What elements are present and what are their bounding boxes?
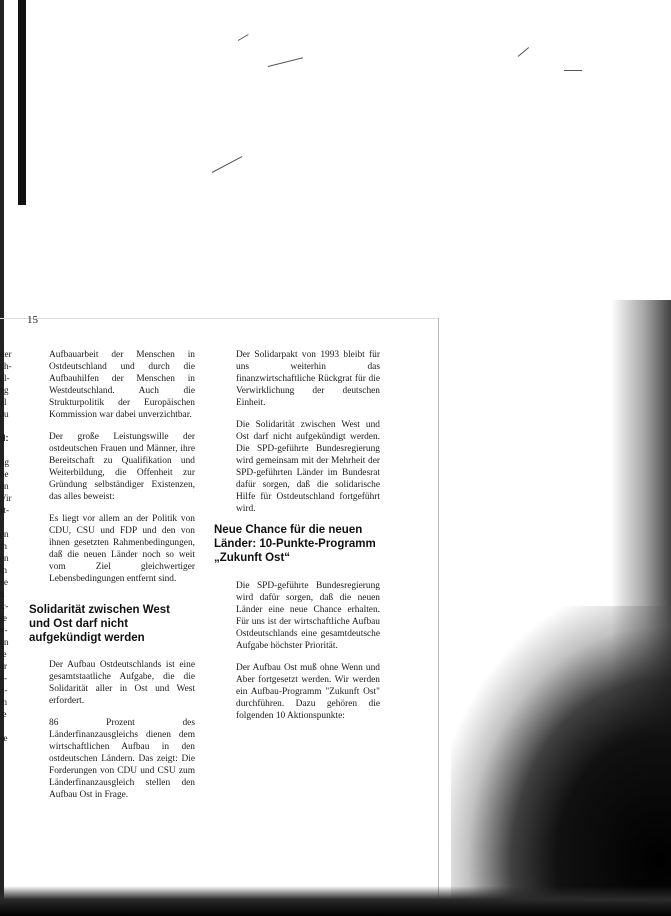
fragment-line <box>0 420 12 432</box>
fragment-line: en <box>0 553 9 563</box>
fragment-line <box>0 720 12 732</box>
fragment-line: v- <box>0 625 8 635</box>
fragment-line: eg <box>0 385 9 395</box>
fragment-line <box>0 444 12 456</box>
paragraph: Die Solidarität zwischen West und Ost darf nicht aufgekündigt werden. Die SPD-geführte Bundesregierung wird gemeinsam mit der Mehrheit der SPD-geführten Länder im Bundesrat dafür sorgen, daß die solidarische Hilfe für Ostdeutschland fortgeführt wird. <box>236 420 380 514</box>
right-column-top <box>236 349 380 525</box>
fragment-line: ng <box>0 457 9 467</box>
fragment-line: al- <box>0 373 10 383</box>
scan-speck <box>238 34 249 41</box>
paragraph: Aufbauarbeit der Menschen in Ostdeutschland und durch die Aufbauhilfen der Menschen in Westdeutschland. Auch die Strukturpolitik der Europäischen Kommission war dabei unverzichtbar. <box>49 350 195 420</box>
fragment-line: al <box>0 397 7 407</box>
fragment-line: be <box>0 469 9 479</box>
fragment-line: ch- <box>0 361 12 371</box>
fragment-line <box>0 516 12 528</box>
previous-page-fragments <box>0 348 12 744</box>
fragment-line: le <box>0 649 7 659</box>
fragment-line: Vir <box>0 493 12 503</box>
binding-shadow <box>18 0 26 205</box>
fragment-line: ce <box>0 577 8 587</box>
scan-bottom-edge <box>0 886 671 916</box>
right-column-bottom <box>236 580 380 732</box>
page-top-rule <box>0 318 438 319</box>
fragment-line: n <box>0 589 5 599</box>
paragraph: Es liegt vor allem an der Politik von CDU, CSU und FDP und den von ihnen gesetzten Rahmenbedingungen, daß die neuen Länder noch so weit vom Ziel gleichwertiger Lebensbedingungen entfernt sind. <box>49 514 195 584</box>
fragment-line: d: <box>0 433 9 443</box>
scan-speck <box>212 156 242 173</box>
fragment-line: m <box>0 541 8 551</box>
scan-speck <box>268 57 303 67</box>
paragraph: Der Solidarpakt von 1993 bleibt für uns weiterhin das finanzwirtschaftliche Rückgrat für die Verwirklichung der deutschen Einheit. <box>236 350 380 408</box>
scan-speck <box>564 70 582 71</box>
left-column-top <box>49 349 195 595</box>
scan-speck <box>518 47 529 57</box>
fragment-line: er <box>0 661 7 671</box>
fragment-line: en <box>0 637 9 647</box>
fragment-line: se <box>0 733 8 743</box>
fragment-line: re <box>0 613 7 623</box>
paragraph: Die SPD-geführte Bundesregierung wird dafür sorgen, daß die neuen Länder eine neue Chance erhalten. Für uns ist der wirtschaftliche Aufbau Ostdeutschlands eine gesamtdeutsche Aufgabe höchster Priorität. <box>236 581 380 651</box>
paragraph: Der Aufbau Ostdeutschlands ist eine gesamtstaatliche Aufgabe, die die Solidarität aller in Ost und West erfordert. <box>49 660 195 706</box>
scan-dark-corner <box>451 606 671 916</box>
fragment-line: en <box>0 529 9 539</box>
page-number: 15 <box>27 314 38 326</box>
left-column-bottom <box>49 659 195 811</box>
fragment-line: zu <box>0 409 9 419</box>
fragment-line: e- <box>0 673 7 683</box>
page-edge-line <box>438 318 439 898</box>
paragraph: Der Aufbau Ost muß ohne Wenn und Aber fortgesetzt werden. Wir werden ein Aufbau-Programm "Zukunft Ost" durchführen. Dazu gehören die folgenden 10 Aktionspunkte: <box>236 663 380 721</box>
fragment-line: ir- <box>0 601 9 611</box>
fragment-line: ie <box>0 709 7 719</box>
section-heading-solidarity: Solidarität zwischen West und Ost darf nicht aufgekündigt werden <box>29 604 171 644</box>
paragraph: Der große Leistungswille der ostdeutschen Frauen und Männer, ihre Bereitschaft zu Qualifikation und Weiterbildung, die Offenheit zur Gründung selbständiger Existenzen, das alles beweist: <box>49 432 195 502</box>
paragraph: 86 Prozent des Länderfinanzausgleichs dienen dem wirtschaftlichen Aufbau in den ostdeutschen Ländern. Das zeigt: Die Forderungen von CDU und CSU zum Länderfinanzausgleich stellen den Aufbau Ost in Frage. <box>49 718 195 800</box>
fragment-line: in <box>0 565 8 575</box>
fragment-line: en <box>0 481 9 491</box>
fragment-line: in <box>0 697 8 707</box>
section-heading-zukunft-ost: Neue Chance für die neuen Länder: 10-Punkte-Programm „Zukunft Ost“ <box>214 524 376 564</box>
fragment-line: der <box>0 349 12 359</box>
fragment-line: o- <box>0 685 8 695</box>
fragment-line: st- <box>0 505 9 515</box>
